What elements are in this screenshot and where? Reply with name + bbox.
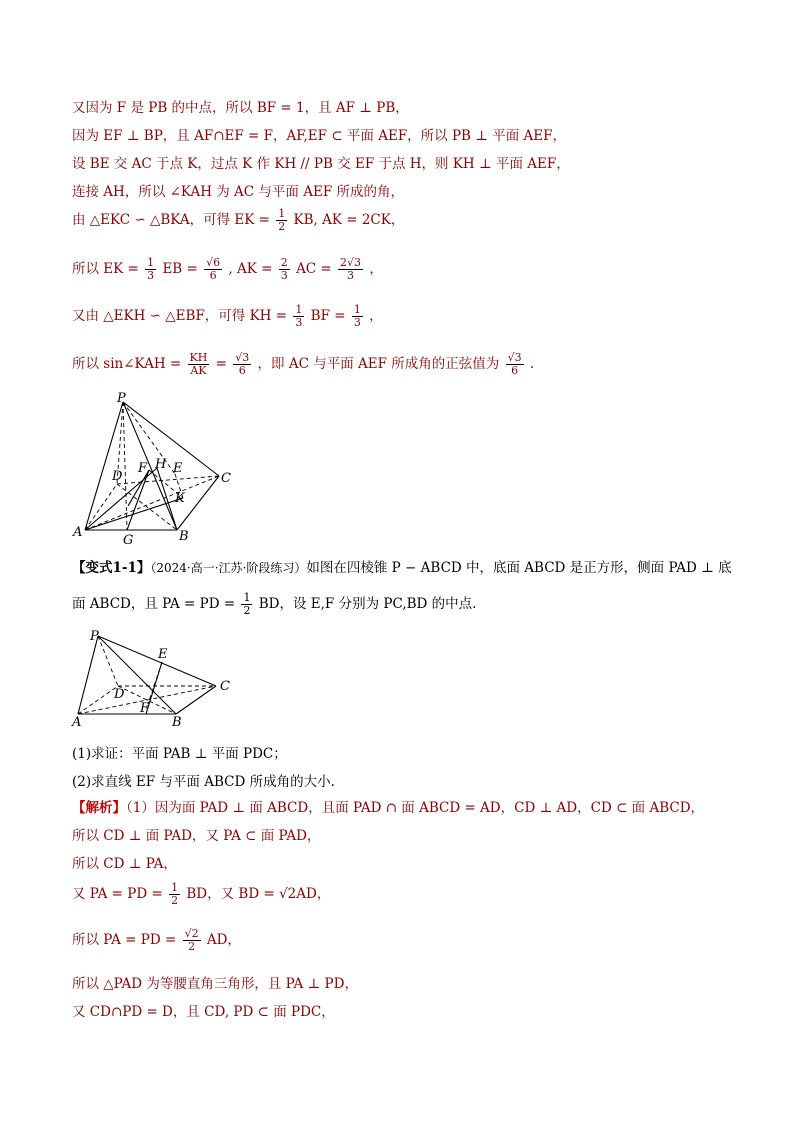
solution2-l4-pre: 又 PA = PD =	[72, 886, 163, 902]
label-C: C	[220, 679, 230, 694]
frac-denominator: AK	[190, 364, 207, 377]
line5-post: KB, AK = 2CK，	[293, 212, 405, 228]
fraction	[293, 304, 304, 329]
label-A: A	[72, 715, 82, 730]
line7-pre: 又由 △EKH ∽ △EBF，可得 KH =	[72, 308, 288, 324]
fraction	[169, 882, 180, 907]
frac-numerator: √3	[507, 351, 522, 364]
line8-mid: ，即 AC 与平面 AEF 所成角的正弦值为	[257, 356, 500, 372]
frac-numerator: KH	[189, 351, 208, 364]
solution2-text-1: （1）因为面 PAD ⊥ 面 ABCD，且面 PAD ∩ 面 ABCD = AD，CD ⊥ AD，CD ⊂ 面 ABCD，	[126, 800, 705, 816]
label-H: H	[155, 457, 167, 472]
line8-pre: 所以 sin∠KAH =	[72, 356, 182, 372]
label-G: G	[123, 533, 134, 548]
solution-line-5	[72, 208, 404, 233]
line8-eq: =	[215, 356, 227, 372]
label-A: A	[73, 525, 83, 540]
frac-denominator: 3	[295, 316, 303, 329]
line6-pre: 所以 EK =	[72, 261, 139, 277]
fraction	[352, 304, 363, 329]
fraction	[145, 257, 156, 282]
frac-numerator: 1	[278, 207, 286, 220]
frac-denominator: 3	[353, 316, 361, 329]
variant-line-1	[72, 556, 732, 576]
frac-denominator: 2	[278, 220, 286, 233]
label-C: C	[221, 471, 231, 486]
variant-source: （2024·高一·江苏·阶段练习）	[150, 561, 307, 575]
fraction	[506, 352, 524, 377]
fraction	[183, 928, 201, 953]
fraction	[279, 257, 290, 282]
analysis-tag: 【解析】	[72, 800, 126, 816]
solution-line-7	[72, 304, 383, 329]
label-F: F	[138, 461, 148, 476]
frac-numerator: 1	[147, 256, 155, 269]
frac-denominator: 6	[209, 269, 217, 282]
pyramid-figure-2	[68, 626, 243, 731]
line8-post: .	[529, 356, 535, 372]
label-D: D	[112, 469, 123, 484]
frac-numerator: 1	[295, 303, 303, 316]
solution2-line-6: 所以 △PAD 为等腰直角三角形，且 PA ⊥ PD，	[72, 976, 358, 992]
frac-numerator: 1	[353, 303, 361, 316]
line6-post: ，	[369, 261, 383, 277]
fraction	[233, 352, 251, 377]
solution-line-8	[72, 352, 534, 377]
fraction	[241, 592, 252, 617]
label-P: P	[90, 629, 99, 644]
solution2-line-3: 所以 CD ⊥ PA，	[72, 856, 177, 872]
line7-mid: BF =	[310, 308, 346, 324]
variant-text-2-post: BD，设 E,F 分别为 PC,BD 的中点.	[258, 596, 477, 612]
label-B: B	[172, 715, 182, 730]
frac-denominator: 2	[243, 604, 251, 617]
line5-pre: 由 △EKC ∽ △BKA，可得 EK =	[72, 212, 270, 228]
line6-mid2: , AK =	[228, 261, 273, 277]
pyramid-figure-1	[65, 388, 245, 548]
solution-line-4: 连接 AH，所以 ∠KAH 为 AC 与平面 AEF 所成的角，	[72, 184, 404, 200]
solution2-line-4	[72, 882, 330, 907]
line6-mid3: AC =	[296, 261, 332, 277]
label-D: D	[114, 687, 125, 702]
line7-post: ，	[369, 308, 383, 324]
frac-denominator: 6	[511, 364, 519, 377]
frac-numerator: 2√3	[340, 256, 362, 269]
frac-denominator: 2	[171, 894, 179, 907]
solution2-line-1	[72, 796, 704, 816]
frac-numerator: 1	[243, 591, 251, 604]
solution2-line-7: 又 CD∩PD = D，且 CD, PD ⊂ 面 PDC，	[72, 1004, 335, 1020]
fraction	[276, 208, 287, 233]
label-B: B	[179, 529, 189, 544]
variant-tag: 【变式1-1】	[72, 560, 151, 576]
solution2-l5-pre: 所以 PA = PD =	[72, 932, 177, 948]
frac-numerator: √2	[184, 927, 199, 940]
solution2-line-5	[72, 928, 241, 953]
variant-text-1: 如图在四棱锥 P − ABCD 中，底面 ABCD 是正方形，侧面 PAD ⊥ 底	[306, 560, 732, 576]
frac-numerator: 1	[171, 881, 179, 894]
label-P: P	[117, 391, 126, 406]
frac-numerator: √3	[235, 351, 250, 364]
frac-denominator: 3	[147, 269, 155, 282]
solution-line-6	[72, 257, 383, 282]
question-2: (2)求直线 EF 与平面 ABCD 所成角的大小.	[72, 774, 335, 790]
frac-numerator: 2	[280, 256, 288, 269]
frac-denominator: 2	[188, 940, 196, 953]
label-K: K	[175, 491, 185, 506]
solution-line-1: 又因为 F 是 PB 的中点，所以 BF = 1，且 AF ⊥ PB，	[72, 100, 409, 116]
label-E: E	[158, 647, 168, 662]
line6-mid1: EB =	[162, 261, 198, 277]
fraction	[338, 257, 363, 282]
variant-text-2-pre: 面 ABCD，且 PA = PD =	[72, 596, 236, 612]
frac-numerator: √6	[206, 256, 221, 269]
solution-line-2: 因为 EF ⊥ BP，且 AF∩EF = F，AF,EF ⊂ 平面 AEF，所以 PB ⊥ 平面 AEF，	[72, 128, 567, 144]
fraction	[204, 257, 222, 282]
solution2-line-2: 所以 CD ⊥ 面 PAD，又 PA ⊂ 面 PAD，	[72, 828, 321, 844]
variant-line-2	[72, 592, 476, 617]
frac-denominator: 3	[280, 269, 288, 282]
solution-line-3: 设 BE 交 AC 于点 K，过点 K 作 KH // PB 交 EF 于点 H，则 KH ⊥ 平面 AEF，	[72, 156, 570, 172]
solution2-l5-post: AD，	[206, 932, 241, 948]
fraction	[188, 352, 210, 377]
frac-denominator: 6	[238, 364, 246, 377]
frac-denominator: 3	[347, 269, 355, 282]
question-1: (1)求证：平面 PAB ⊥ 平面 PDC；	[72, 746, 287, 762]
solution2-l4-post: BD，又 BD = √2AD，	[186, 886, 331, 902]
label-E: E	[173, 461, 183, 476]
label-F: F	[140, 701, 150, 716]
